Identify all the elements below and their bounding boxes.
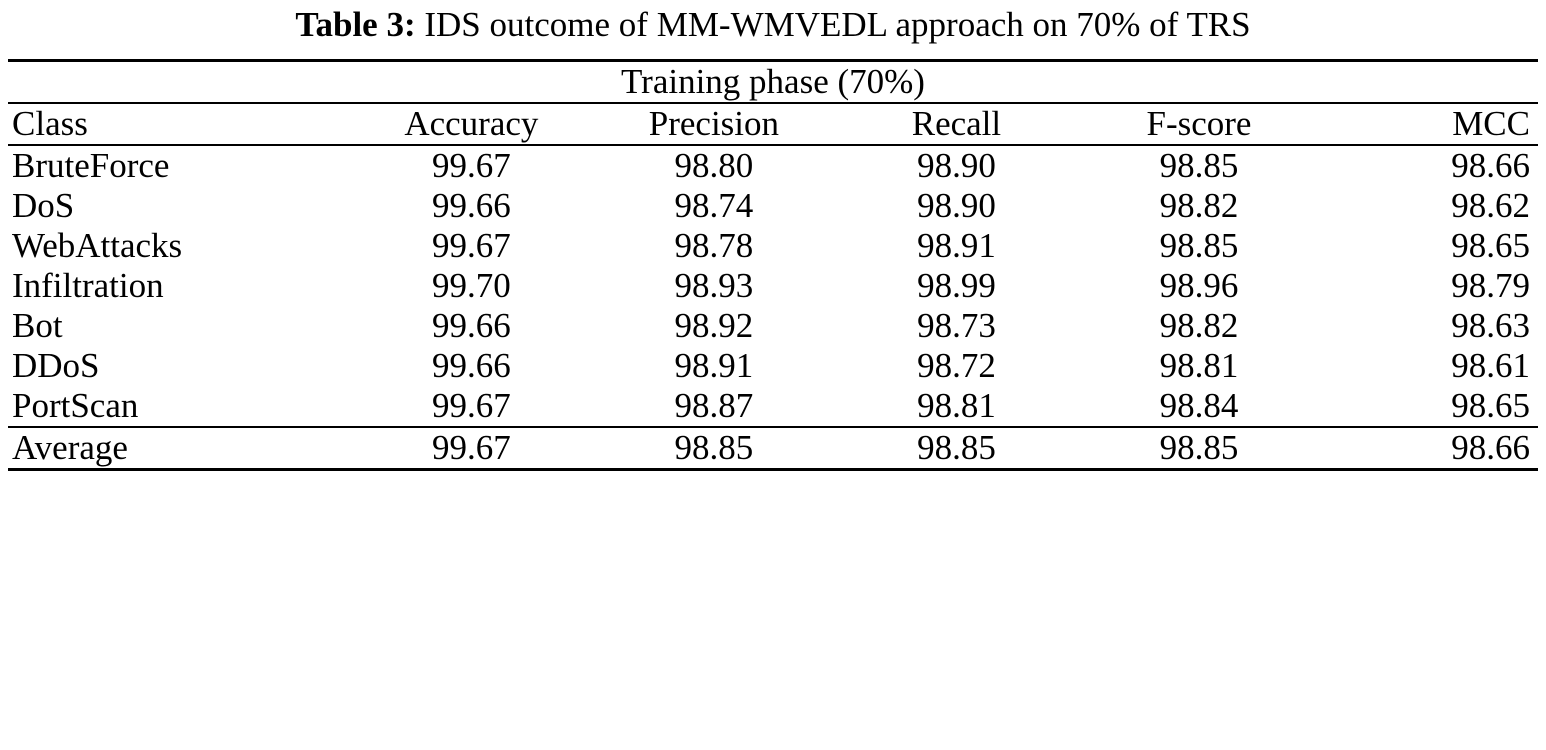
cell-recall: 98.91 [917, 225, 996, 265]
cell-class: PortScan [12, 385, 139, 425]
cell-recall: 98.72 [917, 345, 996, 385]
results-table [8, 59, 1538, 477]
cell-mcc: 98.61 [1451, 345, 1530, 385]
cell-recall: 98.90 [835, 145, 1078, 186]
cell-accuracy: 99.67 [431, 225, 511, 265]
cell-fscore: 98.85 [1159, 225, 1239, 265]
table-row [8, 186, 1538, 226]
cell-precision: 98.87 [674, 385, 754, 425]
column-header-accuracy: Accuracy [350, 103, 593, 145]
cell-class: DoS [12, 185, 75, 225]
table-row [8, 145, 1538, 186]
cell-recall: 98.73 [917, 305, 996, 345]
column-header-mcc: MCC [1320, 103, 1538, 145]
table-group-header: Training phase (70%) [8, 60, 1538, 103]
column-header-recall: Recall [835, 103, 1078, 145]
cell-mcc: 98.79 [1451, 265, 1530, 305]
cell-accuracy: 99.67 [431, 385, 511, 425]
table-row [8, 386, 1538, 427]
cell-class: BruteForce [8, 145, 350, 186]
cell-accuracy: 99.67 [350, 427, 593, 470]
cell-accuracy: 99.66 [431, 305, 511, 345]
cell-class: Bot [12, 305, 63, 345]
cell-precision: 98.91 [674, 345, 754, 385]
table-group-header-row [8, 60, 1538, 103]
cell-class: Infiltration [12, 265, 164, 305]
cell-fscore: 98.85 [1078, 145, 1321, 186]
column-header-fscore: F-score [1078, 103, 1321, 145]
cell-precision: 98.93 [674, 265, 754, 305]
cell-accuracy: 99.66 [431, 185, 511, 225]
column-header-precision: Precision [593, 103, 836, 145]
cell-mcc: 98.63 [1451, 305, 1530, 345]
cell-fscore: 98.84 [1159, 385, 1239, 425]
cell-accuracy: 99.67 [350, 145, 593, 186]
cell-accuracy: 99.66 [431, 345, 511, 385]
cell-fscore: 98.96 [1159, 265, 1239, 305]
cell-recall: 98.85 [835, 427, 1078, 470]
cell-fscore: 98.85 [1078, 427, 1321, 470]
table-bottom-rule [8, 469, 1538, 477]
cell-mcc: 98.65 [1451, 385, 1530, 425]
cell-mcc: 98.66 [1320, 427, 1538, 470]
table-caption-label: Table 3: [295, 5, 416, 44]
cell-precision: 98.80 [593, 145, 836, 186]
cell-class: WebAttacks [12, 225, 183, 265]
column-header-class: Class [8, 103, 350, 145]
cell-fscore: 98.82 [1159, 305, 1239, 345]
table-caption [8, 0, 1538, 59]
cell-mcc: 98.66 [1320, 145, 1538, 186]
cell-precision: 98.74 [674, 185, 754, 225]
cell-mcc: 98.62 [1451, 185, 1530, 225]
table-row [8, 346, 1538, 386]
cell-precision: 98.78 [674, 225, 754, 265]
cell-class: DDoS [12, 345, 100, 385]
table-row [8, 306, 1538, 346]
cell-mcc: 98.65 [1451, 225, 1530, 265]
cell-fscore: 98.82 [1159, 185, 1239, 225]
cell-accuracy: 99.70 [431, 265, 511, 305]
table-caption-text: IDS outcome of MM-WMVEDL approach on 70% of TRS [424, 5, 1251, 44]
table-row [8, 226, 1538, 266]
table-average-row [8, 427, 1538, 470]
table-column-header-row [8, 103, 1538, 145]
cell-recall: 98.81 [917, 385, 996, 425]
table-row [8, 266, 1538, 306]
cell-class: Average [8, 427, 350, 470]
cell-precision: 98.92 [674, 305, 754, 345]
cell-recall: 98.90 [917, 185, 996, 225]
cell-precision: 98.85 [593, 427, 836, 470]
cell-fscore: 98.81 [1159, 345, 1239, 385]
cell-recall: 98.99 [917, 265, 996, 305]
